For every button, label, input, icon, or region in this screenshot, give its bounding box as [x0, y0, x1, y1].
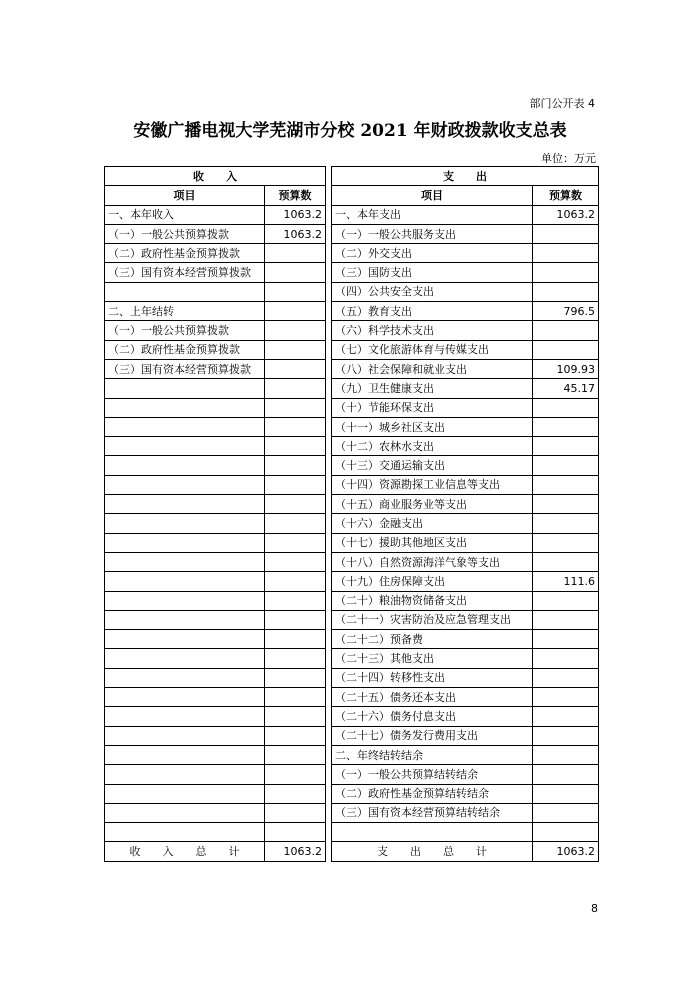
- income-value: [265, 302, 326, 321]
- expense-item: （十）节能环保支出: [332, 398, 533, 417]
- budget-summary-table: [104, 166, 599, 862]
- income-item: [105, 803, 265, 822]
- expense-total-value: 1063.2: [533, 842, 599, 861]
- expense-item: （十三）交通运输支出: [332, 456, 533, 475]
- expense-total-label: 支 出 总 计: [332, 842, 533, 861]
- expense-item: （九）卫生健康支出: [332, 379, 533, 398]
- income-value: [265, 456, 326, 475]
- expense-item: （十五）商业服务业等支出: [332, 495, 533, 514]
- income-value: [265, 784, 326, 803]
- income-value: [265, 688, 326, 707]
- expense-value: [533, 552, 599, 571]
- expense-item: （十一）城乡社区支出: [332, 417, 533, 436]
- expense-value: [533, 495, 599, 514]
- table-row: [105, 340, 599, 359]
- table-row: [105, 398, 599, 417]
- expense-value: [533, 591, 599, 610]
- table-row: [105, 282, 599, 301]
- income-item: 二、上年结转: [105, 302, 265, 321]
- income-total-value: 1063.2: [265, 842, 326, 861]
- expense-value: [533, 745, 599, 764]
- table-row: [105, 649, 599, 668]
- table-row: [105, 205, 599, 224]
- expense-item: （三）国防支出: [332, 263, 533, 282]
- income-value: [265, 282, 326, 301]
- income-value: [265, 572, 326, 591]
- income-item: 一、本年收入: [105, 205, 265, 224]
- table-row: [105, 321, 599, 340]
- income-item: [105, 688, 265, 707]
- expense-value: [533, 456, 599, 475]
- income-item: [105, 475, 265, 494]
- income-item: [105, 668, 265, 687]
- page-number: 8: [591, 902, 598, 915]
- income-value: [265, 803, 326, 822]
- income-value: [265, 263, 326, 282]
- expense-value: [533, 514, 599, 533]
- income-item: [105, 379, 265, 398]
- table-row: [105, 417, 599, 436]
- table-row: [105, 475, 599, 494]
- income-item: [105, 417, 265, 436]
- income-total-label: 收 入 总 计: [105, 842, 265, 861]
- table-row: [105, 803, 599, 822]
- table-row: [105, 630, 599, 649]
- expense-value: 109.93: [533, 359, 599, 378]
- expense-item: （二十六）债务付息支出: [332, 707, 533, 726]
- table-row: [105, 302, 599, 321]
- unit-label: 单位：万元: [541, 152, 596, 165]
- income-item: [105, 398, 265, 417]
- income-item: （二）政府性基金预算拨款: [105, 340, 265, 359]
- expense-item-header: 项目: [332, 186, 533, 205]
- expense-item: （五）教育支出: [332, 302, 533, 321]
- income-value: [265, 437, 326, 456]
- table-row: [105, 591, 599, 610]
- table-row: [105, 707, 599, 726]
- expense-item: （二十四）转移性支出: [332, 668, 533, 687]
- section-header-row: [105, 167, 599, 186]
- income-item: [105, 707, 265, 726]
- income-value: [265, 668, 326, 687]
- table-row: [105, 765, 599, 784]
- expense-value: 45.17: [533, 379, 599, 398]
- income-section-header: 收 入: [105, 167, 326, 186]
- income-value: [265, 765, 326, 784]
- income-item: [105, 630, 265, 649]
- expense-item: （二十五）债务还本支出: [332, 688, 533, 707]
- income-item: （三）国有资本经营预算拨款: [105, 359, 265, 378]
- expense-item: （二十）粮油物资储备支出: [332, 591, 533, 610]
- income-budget-header: 预算数: [265, 186, 326, 205]
- income-item: [105, 610, 265, 629]
- table-row: [105, 379, 599, 398]
- income-item: [105, 591, 265, 610]
- expense-item: （一）一般公共预算结转结余: [332, 765, 533, 784]
- income-value: [265, 552, 326, 571]
- income-value: [265, 726, 326, 745]
- table-row: [105, 572, 599, 591]
- expense-item: （二十三）其他支出: [332, 649, 533, 668]
- expense-item: （一）一般公共服务支出: [332, 224, 533, 243]
- income-item-header: 项目: [105, 186, 265, 205]
- income-value: [265, 707, 326, 726]
- expense-item: （二）外交支出: [332, 244, 533, 263]
- income-item: [105, 765, 265, 784]
- income-item: [105, 572, 265, 591]
- expense-value: [533, 244, 599, 263]
- table-row: [105, 514, 599, 533]
- income-value: [265, 649, 326, 668]
- income-value: [265, 823, 326, 842]
- expense-value: [533, 630, 599, 649]
- income-item: [105, 282, 265, 301]
- income-value: 1063.2: [265, 224, 326, 243]
- income-value: [265, 359, 326, 378]
- income-value: [265, 745, 326, 764]
- expense-item: （四）公共安全支出: [332, 282, 533, 301]
- expense-value: [533, 475, 599, 494]
- income-value: [265, 475, 326, 494]
- income-item: [105, 726, 265, 745]
- expense-value: [533, 610, 599, 629]
- expense-value: [533, 224, 599, 243]
- expense-value: 111.6: [533, 572, 599, 591]
- expense-value: [533, 688, 599, 707]
- income-value: [265, 533, 326, 552]
- expense-value: 796.5: [533, 302, 599, 321]
- expense-item: （十六）金融支出: [332, 514, 533, 533]
- expense-item: （二十七）债务发行费用支出: [332, 726, 533, 745]
- expense-value: [533, 417, 599, 436]
- expense-item: （十四）资源勘探工业信息等支出: [332, 475, 533, 494]
- expense-item: 二、年终结转结余: [332, 745, 533, 764]
- expense-value: [533, 263, 599, 282]
- expense-item: （十七）援助其他地区支出: [332, 533, 533, 552]
- expense-value: [533, 784, 599, 803]
- income-value: 1063.2: [265, 205, 326, 224]
- table-row: [105, 224, 599, 243]
- expense-item: （八）社会保障和就业支出: [332, 359, 533, 378]
- column-header-row: [105, 186, 599, 205]
- expense-value: 1063.2: [533, 205, 599, 224]
- expense-value: [533, 321, 599, 340]
- expense-value: [533, 707, 599, 726]
- expense-value: [533, 726, 599, 745]
- table-row: [105, 533, 599, 552]
- expense-value: [533, 398, 599, 417]
- income-value: [265, 398, 326, 417]
- expense-section-header: 支 出: [332, 167, 599, 186]
- table-row: [105, 456, 599, 475]
- income-value: [265, 340, 326, 359]
- expense-item: （二）政府性基金预算结转结余: [332, 784, 533, 803]
- expense-budget-header: 预算数: [533, 186, 599, 205]
- income-item: [105, 495, 265, 514]
- income-item: [105, 784, 265, 803]
- expense-value: [533, 533, 599, 552]
- income-item: [105, 533, 265, 552]
- table-row: [105, 610, 599, 629]
- income-item: [105, 823, 265, 842]
- income-value: [265, 591, 326, 610]
- table-row: [105, 244, 599, 263]
- income-item: [105, 456, 265, 475]
- total-row: [105, 842, 599, 861]
- table-row: [105, 495, 599, 514]
- expense-value: [533, 649, 599, 668]
- income-value: [265, 514, 326, 533]
- income-item: （三）国有资本经营预算拨款: [105, 263, 265, 282]
- income-item: [105, 649, 265, 668]
- income-value: [265, 379, 326, 398]
- income-item: [105, 552, 265, 571]
- income-value: [265, 244, 326, 263]
- income-item: （一）一般公共预算拨款: [105, 321, 265, 340]
- expense-item: 一、本年支出: [332, 205, 533, 224]
- expense-item: （七）文化旅游体育与传媒支出: [332, 340, 533, 359]
- income-item: （二）政府性基金预算拨款: [105, 244, 265, 263]
- table-row: [105, 823, 599, 842]
- expense-value: [533, 765, 599, 784]
- table-row: [105, 668, 599, 687]
- page-title: 安徽广播电视大学芜湖市分校 2021 年财政拨款收支总表: [133, 121, 567, 141]
- income-item: [105, 514, 265, 533]
- expense-item: （三）国有资本经营预算结转结余: [332, 803, 533, 822]
- income-item: （一）一般公共预算拨款: [105, 224, 265, 243]
- income-item: [105, 745, 265, 764]
- page-tag: 部门公开表 4: [529, 97, 595, 110]
- expense-item: （十二）农林水支出: [332, 437, 533, 456]
- income-value: [265, 495, 326, 514]
- table-row: [105, 784, 599, 803]
- table-row: [105, 688, 599, 707]
- expense-value: [533, 823, 599, 842]
- income-value: [265, 417, 326, 436]
- income-value: [265, 610, 326, 629]
- expense-value: [533, 282, 599, 301]
- expense-value: [533, 803, 599, 822]
- expense-item: [332, 823, 533, 842]
- table-row: [105, 437, 599, 456]
- table-row: [105, 359, 599, 378]
- table-row: [105, 745, 599, 764]
- expense-value: [533, 668, 599, 687]
- table-row: [105, 263, 599, 282]
- table-row: [105, 726, 599, 745]
- income-item: [105, 437, 265, 456]
- expense-value: [533, 340, 599, 359]
- expense-item: （十九）住房保障支出: [332, 572, 533, 591]
- income-value: [265, 630, 326, 649]
- expense-item: （二十二）预备费: [332, 630, 533, 649]
- expense-item: （六）科学技术支出: [332, 321, 533, 340]
- table-row: [105, 552, 599, 571]
- expense-item: （十八）自然资源海洋气象等支出: [332, 552, 533, 571]
- income-value: [265, 321, 326, 340]
- expense-value: [533, 437, 599, 456]
- expense-item: （二十一）灾害防治及应急管理支出: [332, 610, 533, 629]
